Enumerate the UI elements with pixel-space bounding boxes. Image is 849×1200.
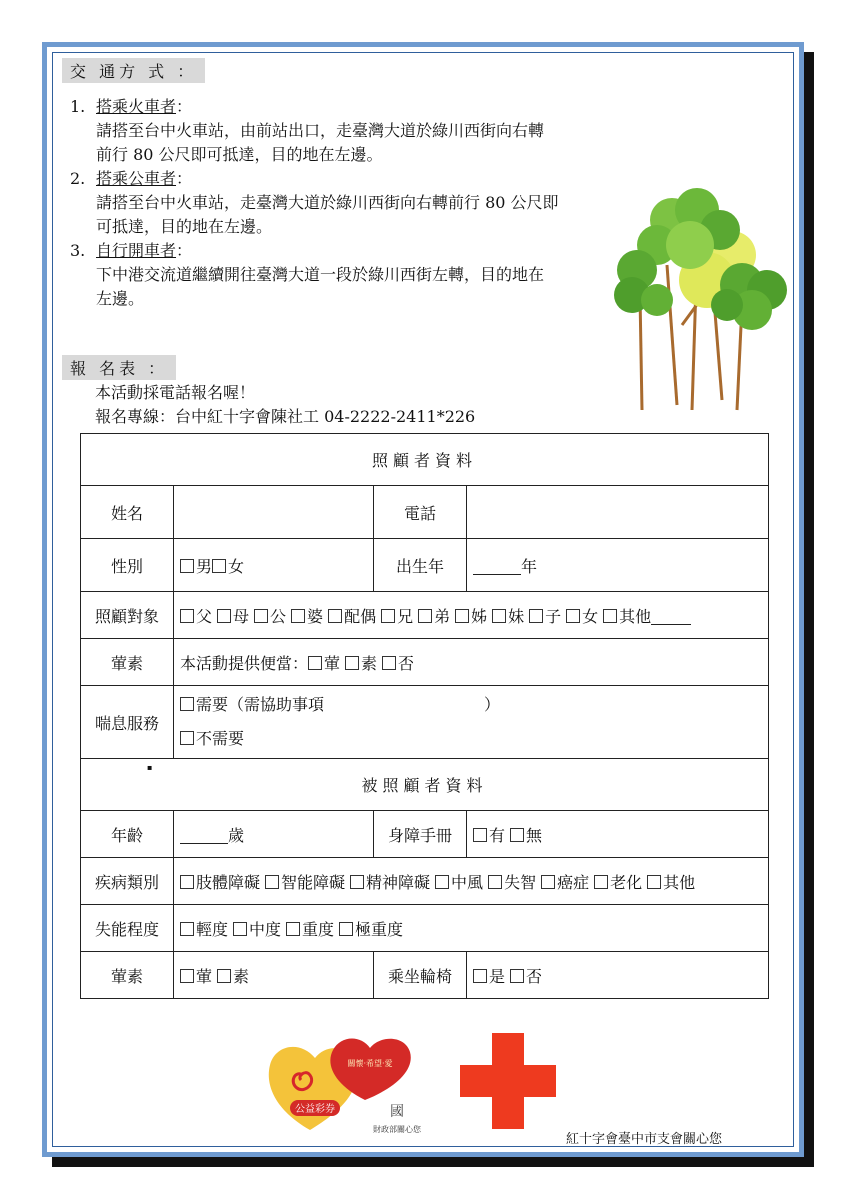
- item-line: 左邊。: [96, 289, 145, 308]
- target-option: [254, 607, 286, 626]
- respite-options: [174, 686, 769, 759]
- item-heading: 搭乘火車者: [96, 97, 177, 116]
- target-checkbox[interactable]: [603, 609, 617, 623]
- item-line: 前行 80 公尺即可抵達，目的地在左邊。: [96, 145, 383, 164]
- trees-illustration: [612, 185, 792, 415]
- disease-label: 癌症: [557, 872, 590, 892]
- target-option: [455, 607, 487, 626]
- level-option: [286, 920, 334, 939]
- target-label: 女: [582, 606, 599, 626]
- disease-options: [174, 858, 769, 905]
- target-label: 姊: [471, 606, 488, 626]
- veg-option: [345, 654, 377, 673]
- disability-yes-label: 有: [489, 825, 506, 845]
- age-suffix: 歲: [228, 825, 245, 845]
- disease-option: [647, 873, 695, 892]
- veg-prefix: 本活動提供便當：: [180, 653, 309, 673]
- disease-label: 肢體障礙: [196, 872, 261, 892]
- age-label: 年齡: [81, 811, 174, 858]
- level-option: [339, 920, 403, 939]
- disease-label: 中風: [451, 872, 484, 892]
- veg-options: [174, 639, 769, 686]
- veg2-label: 素: [233, 966, 250, 986]
- item-line: 請搭至台中火車站，走臺灣大道於綠川西街向右轉前行 80 公尺即: [96, 193, 559, 212]
- item-number: 3.: [70, 241, 86, 260]
- disease-checkbox[interactable]: [350, 875, 364, 889]
- respite-need-label: 需要（需協助事項: [196, 695, 325, 714]
- disease-option: [435, 873, 483, 892]
- wheelchair-yes-checkbox[interactable]: [473, 969, 487, 983]
- target-option: [492, 607, 524, 626]
- registration-phone: 報名專線：台中紅十字會陳社工 04-2222-2411*226: [95, 407, 476, 426]
- target-checkbox[interactable]: [529, 609, 543, 623]
- lottery-text: 公益彩券: [295, 1104, 335, 1115]
- veg-checkbox[interactable]: [345, 656, 359, 670]
- ministry-text: 財政部關心您: [373, 1125, 421, 1134]
- respite-note-input[interactable]: [324, 699, 484, 713]
- veg2-label: 葷素: [81, 952, 174, 999]
- target-label: 其他: [619, 606, 652, 626]
- birth-input[interactable]: [473, 560, 521, 575]
- birth-label: 出生年: [374, 539, 467, 592]
- target-checkbox[interactable]: [217, 609, 231, 623]
- registration-note: 本活動採電話報名喔！: [95, 383, 256, 402]
- disability-no-checkbox[interactable]: [510, 828, 524, 842]
- red-cross-logo: [460, 1033, 556, 1129]
- item-line: 可抵達，目的地在左邊。: [96, 217, 273, 236]
- item-colon: ：: [176, 97, 193, 116]
- footer-text: 紅十字會臺中市支會關心您: [566, 1132, 723, 1147]
- disease-label: 其他: [663, 872, 696, 892]
- wheelchair-no-checkbox[interactable]: [510, 969, 524, 983]
- respite-need-checkbox[interactable]: [180, 697, 194, 711]
- veg-label: 否: [398, 653, 415, 673]
- target-label: 母: [233, 606, 250, 626]
- level-checkbox[interactable]: [180, 922, 194, 936]
- disease-label: 老化: [610, 872, 643, 892]
- target-label: 兄: [397, 606, 414, 626]
- veg2-options: [174, 952, 374, 999]
- other-input[interactable]: [651, 610, 691, 625]
- disease-option: [265, 873, 345, 892]
- level-option: [180, 920, 228, 939]
- level-checkbox[interactable]: [233, 922, 247, 936]
- item-colon: ：: [176, 241, 193, 260]
- level-checkbox[interactable]: [339, 922, 353, 936]
- item-number: 1.: [70, 97, 86, 116]
- disease-option: [594, 873, 642, 892]
- item-heading: 搭乘公車者: [96, 169, 177, 188]
- disease-option: [488, 873, 536, 892]
- target-option: [291, 607, 323, 626]
- lottery-heart-text: 關懷·希望·愛: [347, 1059, 393, 1068]
- veg-checkbox[interactable]: [308, 656, 322, 670]
- target-checkbox[interactable]: [381, 609, 395, 623]
- wheelchair-label: 乘坐輪椅: [374, 952, 467, 999]
- age-field: [174, 811, 374, 858]
- target-label: 子: [545, 606, 562, 626]
- veg-label: 葷素: [81, 639, 174, 686]
- item-colon: ：: [176, 169, 193, 188]
- target-option: [328, 607, 376, 626]
- phone-label: 電話: [374, 486, 467, 539]
- target-option: [180, 607, 212, 626]
- target-option: [603, 607, 691, 626]
- target-label: 父: [196, 606, 213, 626]
- name-label: 姓名: [81, 486, 174, 539]
- registration-title: 報 名表 ：: [62, 355, 176, 380]
- target-label: 婆: [307, 606, 324, 626]
- ministry-seal: 國: [390, 1104, 404, 1120]
- target-checkbox[interactable]: [254, 609, 268, 623]
- transport-item: [70, 167, 630, 239]
- disease-label: 失智: [504, 872, 537, 892]
- disease-label: 智能障礙: [281, 872, 346, 892]
- level-label: 極重度: [355, 919, 404, 939]
- transport-title: 交 通方 式 ：: [62, 58, 205, 83]
- caregiver-header: 照顧者資料: [81, 434, 769, 486]
- disability-label: 身障手冊: [374, 811, 467, 858]
- phone-field[interactable]: [467, 486, 769, 539]
- registration-form: [80, 433, 769, 999]
- disability-no-label: 無: [526, 825, 543, 845]
- level-label: 輕度: [196, 919, 229, 939]
- target-label: 妹: [508, 606, 525, 626]
- disease-checkbox[interactable]: [265, 875, 279, 889]
- target-option: [418, 607, 450, 626]
- gender-label: 性別: [81, 539, 174, 592]
- target-checkbox[interactable]: [418, 609, 432, 623]
- veg-option: [308, 654, 340, 673]
- disease-checkbox[interactable]: [488, 875, 502, 889]
- item-heading: 自行開車者: [96, 241, 177, 260]
- wheelchair-options: [467, 952, 769, 999]
- disease-option: [541, 873, 589, 892]
- disease-option: [350, 873, 430, 892]
- transport-item: [70, 95, 630, 167]
- respite-noneed-label: 不需要: [196, 729, 245, 748]
- female-checkbox[interactable]: [212, 559, 226, 573]
- name-field[interactable]: [174, 486, 374, 539]
- veg2-checkbox[interactable]: [180, 969, 194, 983]
- disability-yes-checkbox[interactable]: [473, 828, 487, 842]
- female-label: 女: [228, 556, 245, 576]
- level-checkbox[interactable]: [286, 922, 300, 936]
- cared-header-text: 被照顧者資料: [361, 776, 488, 795]
- level-label: 重度: [302, 919, 335, 939]
- target-options: [174, 592, 769, 639]
- veg-label: 素: [361, 653, 378, 673]
- veg2-label: 葷: [196, 966, 213, 986]
- target-option: [529, 607, 561, 626]
- veg2-option: [180, 967, 212, 986]
- respite-close: ）: [484, 695, 501, 714]
- level-label: 中度: [249, 919, 282, 939]
- disease-label: 疾病類別: [81, 858, 174, 905]
- target-checkbox[interactable]: [566, 609, 580, 623]
- respite-noneed-checkbox[interactable]: [180, 731, 194, 745]
- disability-options: [467, 811, 769, 858]
- respite-label: 喘息服務: [81, 686, 174, 759]
- target-checkbox[interactable]: [291, 609, 305, 623]
- veg-option: [382, 654, 414, 673]
- transport-list: [70, 95, 630, 311]
- disease-checkbox[interactable]: [435, 875, 449, 889]
- target-checkbox[interactable]: [328, 609, 342, 623]
- veg-label: 葷: [324, 653, 341, 673]
- male-checkbox[interactable]: [180, 559, 194, 573]
- target-checkbox[interactable]: [180, 609, 194, 623]
- veg2-checkbox[interactable]: [217, 969, 231, 983]
- veg2-option: [217, 967, 249, 986]
- target-checkbox[interactable]: [492, 609, 506, 623]
- item-line: 下中港交流道繼續開往臺灣大道一段於綠川西街左轉，目的地在: [96, 265, 545, 284]
- level-label: 失能程度: [81, 905, 174, 952]
- item-number: 2.: [70, 169, 86, 188]
- target-option: [566, 607, 598, 626]
- target-option: [217, 607, 249, 626]
- gender-options: [174, 539, 374, 592]
- target-label: 弟: [434, 606, 451, 626]
- target-checkbox[interactable]: [455, 609, 469, 623]
- birth-field: [467, 539, 769, 592]
- male-label: 男: [196, 556, 213, 576]
- disease-checkbox[interactable]: [647, 875, 661, 889]
- lottery-logo: [265, 1030, 435, 1140]
- disease-checkbox[interactable]: [180, 875, 194, 889]
- target-label: 配偶: [344, 606, 377, 626]
- veg-checkbox[interactable]: [382, 656, 396, 670]
- item-line: 請搭至台中火車站，由前站出口，走臺灣大道於綠川西街向右轉: [96, 121, 545, 140]
- target-option: [381, 607, 413, 626]
- disease-checkbox[interactable]: [541, 875, 555, 889]
- target-label: 公: [270, 606, 287, 626]
- wheelchair-no-label: 否: [526, 966, 543, 986]
- disease-checkbox[interactable]: [594, 875, 608, 889]
- disease-label: 精神障礙: [366, 872, 431, 892]
- cared-header: [81, 759, 769, 811]
- level-options: [174, 905, 769, 952]
- target-label: 照顧對象: [81, 592, 174, 639]
- transport-item: [70, 239, 630, 311]
- stray-mark: ▪: [147, 763, 158, 772]
- birth-suffix: 年: [521, 556, 538, 576]
- disease-option: [180, 873, 260, 892]
- age-input[interactable]: [180, 829, 228, 844]
- wheelchair-yes-label: 是: [489, 966, 506, 986]
- level-option: [233, 920, 281, 939]
